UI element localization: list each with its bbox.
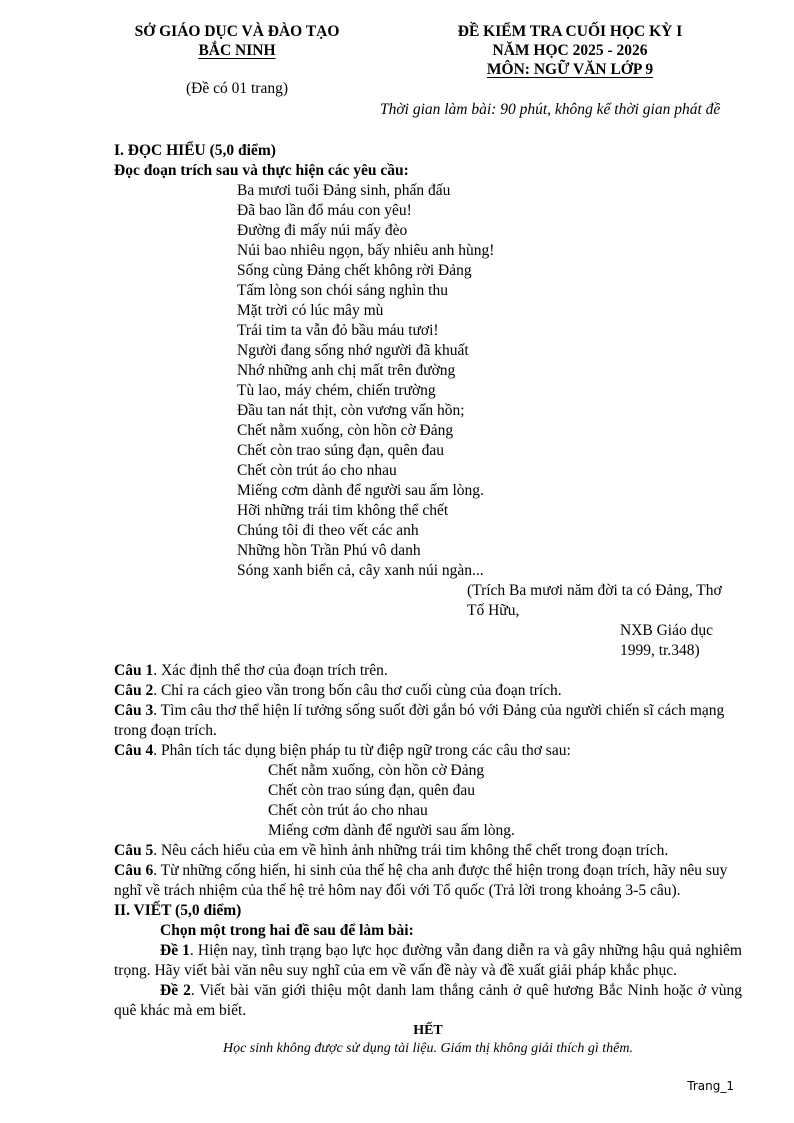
poem-line: Mặt trời có lúc mây mù <box>237 302 384 319</box>
question-6: Câu 6. Từ những cống hiến, hi sinh của thế hệ cha anh được thể hiện trong đoạn trích, hãy nêu suy nghĩ về trách nhiệm của thế hệ trẻ hôm nay đối với Tổ quốc (Trả lời trong khoảng 3-5 câu). <box>114 862 728 899</box>
question-4: Câu 4. Phân tích tác dụng biện pháp tu từ điệp ngữ trong các câu thơ sau: <box>114 742 571 759</box>
poem-line: Những hồn Trần Phú vô danh <box>237 542 421 559</box>
poem-excerpt <box>237 181 742 661</box>
section2-title: II. VIẾT (5,0 điểm) <box>114 902 242 919</box>
quote-line: Chết còn trao súng đạn, quên đau <box>268 782 476 799</box>
topic-2: Đề 2. Viết bài văn giới thiệu một danh lam thắng cảnh ở quê hương Bắc Ninh hoặc ở vùng quê khác mà em biết. <box>114 982 743 1019</box>
page-count-note: (Đề có 01 trang) <box>186 80 288 97</box>
time-note: Thời gian làm bài: 90 phút, không kể thời gian phát đề <box>380 101 721 118</box>
quote-line: Chết còn trút áo cho nhau <box>268 802 428 819</box>
poem-line: Ba mươi tuổi Đảng sinh, phấn đấu <box>237 182 451 199</box>
poem-line: Miếng cơm dành để người sau ấm lòng. <box>237 482 484 499</box>
poem-line: Đường đi mấy núi mấy đèo <box>237 222 408 239</box>
poem-line: Nhớ những anh chị mất trên đường <box>237 362 456 379</box>
question-3: Câu 3. Tìm câu thơ thể hiện lí tưởng sống suốt đời gắn bó với Đảng của người chiến sĩ cách mạng trong đoạn trích. <box>114 702 725 739</box>
poem-line: Sóng xanh biển cả, cây xanh núi ngàn... <box>237 562 484 579</box>
poem-line: Chết còn trút áo cho nhau <box>237 462 397 479</box>
question-4-quote <box>268 761 742 841</box>
topic-1: Đề 1. Hiện nay, tình trạng bạo lực học đường vẫn đang diễn ra và gây những hậu quả nghiêm trọng. Hãy viết bài văn nêu suy nghĩ của em về vấn đề này và đề xuất giải pháp khắc phục. <box>114 942 742 979</box>
source-citation-line1: (Trích Ba mươi năm đời ta có Đảng, Thơ Tố Hữu, <box>467 582 722 619</box>
section2-instruction: Chọn một trong hai đề sau để làm bài: <box>160 922 414 939</box>
end-marker: HẾT <box>413 1023 443 1038</box>
section1-title: I. ĐỌC HIỂU (5,0 điểm) <box>114 142 276 159</box>
poem-line: Hỡi những trái tim không thể chết <box>237 502 449 519</box>
poem-line: Đầu tan nát thịt, còn vương vấn hồn; <box>237 402 465 419</box>
exam-body <box>114 141 742 1058</box>
poem-line: Núi bao nhiêu ngọn, bấy nhiêu anh hùng! <box>237 242 495 259</box>
province-name: BẮC NINH <box>198 42 276 59</box>
poem-line: Tù lao, máy chém, chiến trường <box>237 382 436 399</box>
poem-line: Người đang sống nhớ người đã khuất <box>237 342 469 359</box>
page-number: Trang_1 <box>687 1079 734 1093</box>
department-name: SỞ GIÁO DỤC VÀ ĐÀO TẠO <box>134 23 340 40</box>
header-right <box>430 22 710 79</box>
poem-line: Trái tim ta vẫn đỏ bầu máu tươi! <box>237 322 439 339</box>
header-left <box>116 22 358 60</box>
question-5: Câu 5. Nêu cách hiểu của em về hình ảnh những trái tim không thể chết trong đoạn trích. <box>114 842 669 859</box>
poem-line: Chết còn trao súng đạn, quên đau <box>237 442 445 459</box>
subject-title: MÔN: NGỮ VĂN LỚP 9 <box>486 61 654 78</box>
poem-line: Tấm lòng son chói sáng nghìn thu <box>237 282 448 299</box>
question-1: Câu 1. Xác định thể thơ của đoạn trích trên. <box>114 662 388 679</box>
school-year: NĂM HỌC 2025 - 2026 <box>492 42 648 59</box>
source-citation-line2: NXB Giáo dục 1999, tr.348) <box>620 622 713 659</box>
quote-line: Chết nằm xuống, còn hồn cờ Đảng <box>268 762 485 779</box>
question-2: Câu 2. Chỉ ra cách gieo vần trong bốn câu thơ cuối cùng của đoạn trích. <box>114 682 562 699</box>
poem-line: Chúng tôi đi theo vết các anh <box>237 522 419 539</box>
section1-instruction: Đọc đoạn trích sau và thực hiện các yêu cầu: <box>114 162 409 179</box>
quote-line: Miếng cơm dành để người sau ấm lòng. <box>268 822 515 839</box>
exam-title: ĐỀ KIỂM TRA CUỐI HỌC KỲ I <box>457 23 683 40</box>
poem-line: Sống cùng Đảng chết không rời Đảng <box>237 262 472 279</box>
poem-line: Đã bao lần đổ máu con yêu! <box>237 202 412 219</box>
footer-note: Học sinh không được sử dụng tài liệu. Giám thị không giải thích gì thêm. <box>222 1041 634 1056</box>
poem-line: Chết nằm xuống, còn hồn cờ Đảng <box>237 422 454 439</box>
